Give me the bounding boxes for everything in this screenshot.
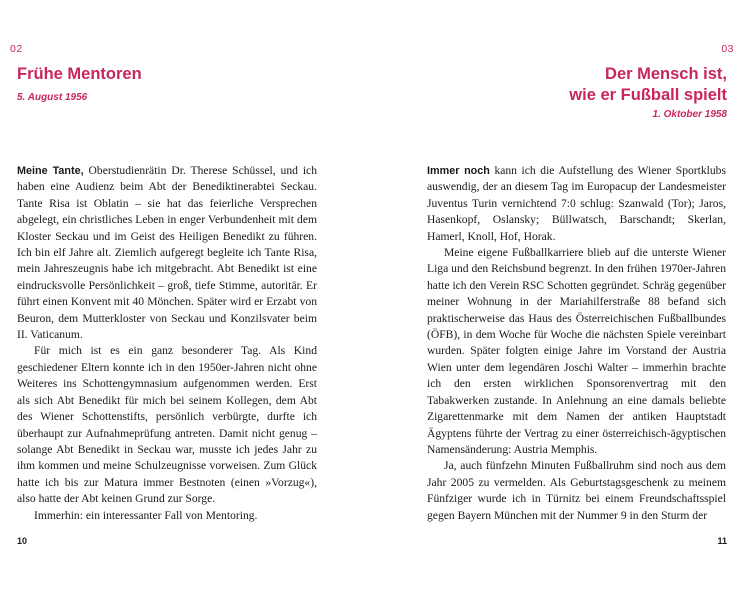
- lead-in: Meine Tante,: [17, 165, 84, 177]
- paragraph: Für mich ist es ein ganz besonderer Tag. Als Kind geschiedener Eltern konnte ich in den 1950er-Jahren nicht ohne Weiteres ins Schottengymnasium aufgenommen werden. Erst als sich Abt Benedikt für mich bei seinem Kollegen, dem Abt des Wiener Schottenstifts, persönlich verbürgte, durfte ich überhaupt zur Aufnahmeprüfung antreten. Damit nicht genug – solange Abt Benedikt in Seckau war, musste ich jedes Jahr zu ihm kommen und meine Schulzeugnisse vorweisen. Zum Glück hatte ich bis zur Matura immer Bestnoten (einen »Vorzug«), also hatte der Abt keinen Grund zur Sorge.: [17, 344, 317, 506]
- chapter-title-line: Der Mensch ist,: [605, 65, 727, 83]
- chapter-title: Frühe Mentoren: [17, 65, 142, 83]
- chapter-title: [569, 64, 727, 106]
- paragraph: [427, 163, 726, 245]
- chapter-date: 5. August 1956: [17, 92, 88, 103]
- body-text-column: [17, 163, 317, 524]
- body-text-column: [427, 163, 726, 524]
- paragraph: Immerhin: ein interessanter Fall von Mentoring.: [34, 508, 258, 522]
- paragraph-text: kann ich die Aufstellung des Wiener Sportklubs auswendig, der an diesem Tag im Europacup der Landesmeister Juventus Turin vernichtend 7:0 schlug: Szanwald (Tor); Jaros, Hasenkopf, Oslansky; Büllwatsch, Barschandt; Skerlan, Hamerl, Knoll, Hof, Horak.: [427, 164, 726, 243]
- paragraph-text: Oberstudienrätin Dr. Therese Schüssel, und ich haben eine Audienz beim Abt der Benediktinerabtei Seckau. Tante Risa ist Oblatin – sie hat das feierliche Versprechen abgelegt, ein christliches Leben in enger Verbundenheit mit dem Kloster Seckau und im Geist des Heiligen Benedikt zu führen. Ich bin elf Jahre alt. Ziemlich aufgeregt begleite ich Tante Risa, mein Jahreszeugnis habe ich mitgebracht. Abt Benedikt ist eine eindrucksvolle Persönlichkeit – groß, tiefe Stimme, autoritär. Er führt einen Konvent mit 40 Mönchen. Später wird er Erzabt von Beuron, dem Mutterkloster von Seckau und Konzilsvater beim II. Vaticanum.: [17, 164, 317, 342]
- chapter-number: 03: [721, 43, 734, 55]
- paragraph: [17, 163, 317, 343]
- page-number: 11: [717, 536, 727, 546]
- paragraph: Ja, auch fünfzehn Minuten Fußballruhm sind noch aus dem Jahr 2005 zu vermelden. Als Geburtstagsgeschenk zu meinem Fünfziger wurde ich in Türnitz bei einem Freundschaftsspiel gegen Bayern München mit der Nummer 9 in den Sturm der: [427, 459, 726, 522]
- page-number: 10: [17, 536, 28, 546]
- chapter-date: 1. Oktober 1958: [652, 109, 727, 120]
- paragraph: Meine eigene Fußballkarriere blieb auf die unterste Wiener Liga und den Reichsbund begrenzt. In den frühen 1970er-Jahren hatte ich den Verein RSC Schotten gegründet. Schräg gegenüber meiner Wohnung in der Mariahilferstraße 88 befand sich praktischerweise das Haus des Österreichischen Fußballbundes (ÖFB), in dem Woche für Woche die nächsten Spiele vereinbart wurden. Später folgten einige Jahre im Vorstand der Austria Wien unter dem legendären Joschi Walter – immerhin brachte ich den ersten wirklichen Sponsorenvertrag mit den Tabakwerken zustande. In Anlehnung an eine damals beliebte Zigarettenmarke mit dem Namen der antiken Hauptstadt Ägyptens führte der Vertrag zu einer österreichisch-ägyptischen Namensänderung: Austria Memphis.: [427, 246, 726, 456]
- chapter-title-line: wie er Fußball spielt: [569, 86, 727, 104]
- lead-in: Immer noch: [427, 165, 490, 177]
- chapter-number: 02: [10, 43, 23, 55]
